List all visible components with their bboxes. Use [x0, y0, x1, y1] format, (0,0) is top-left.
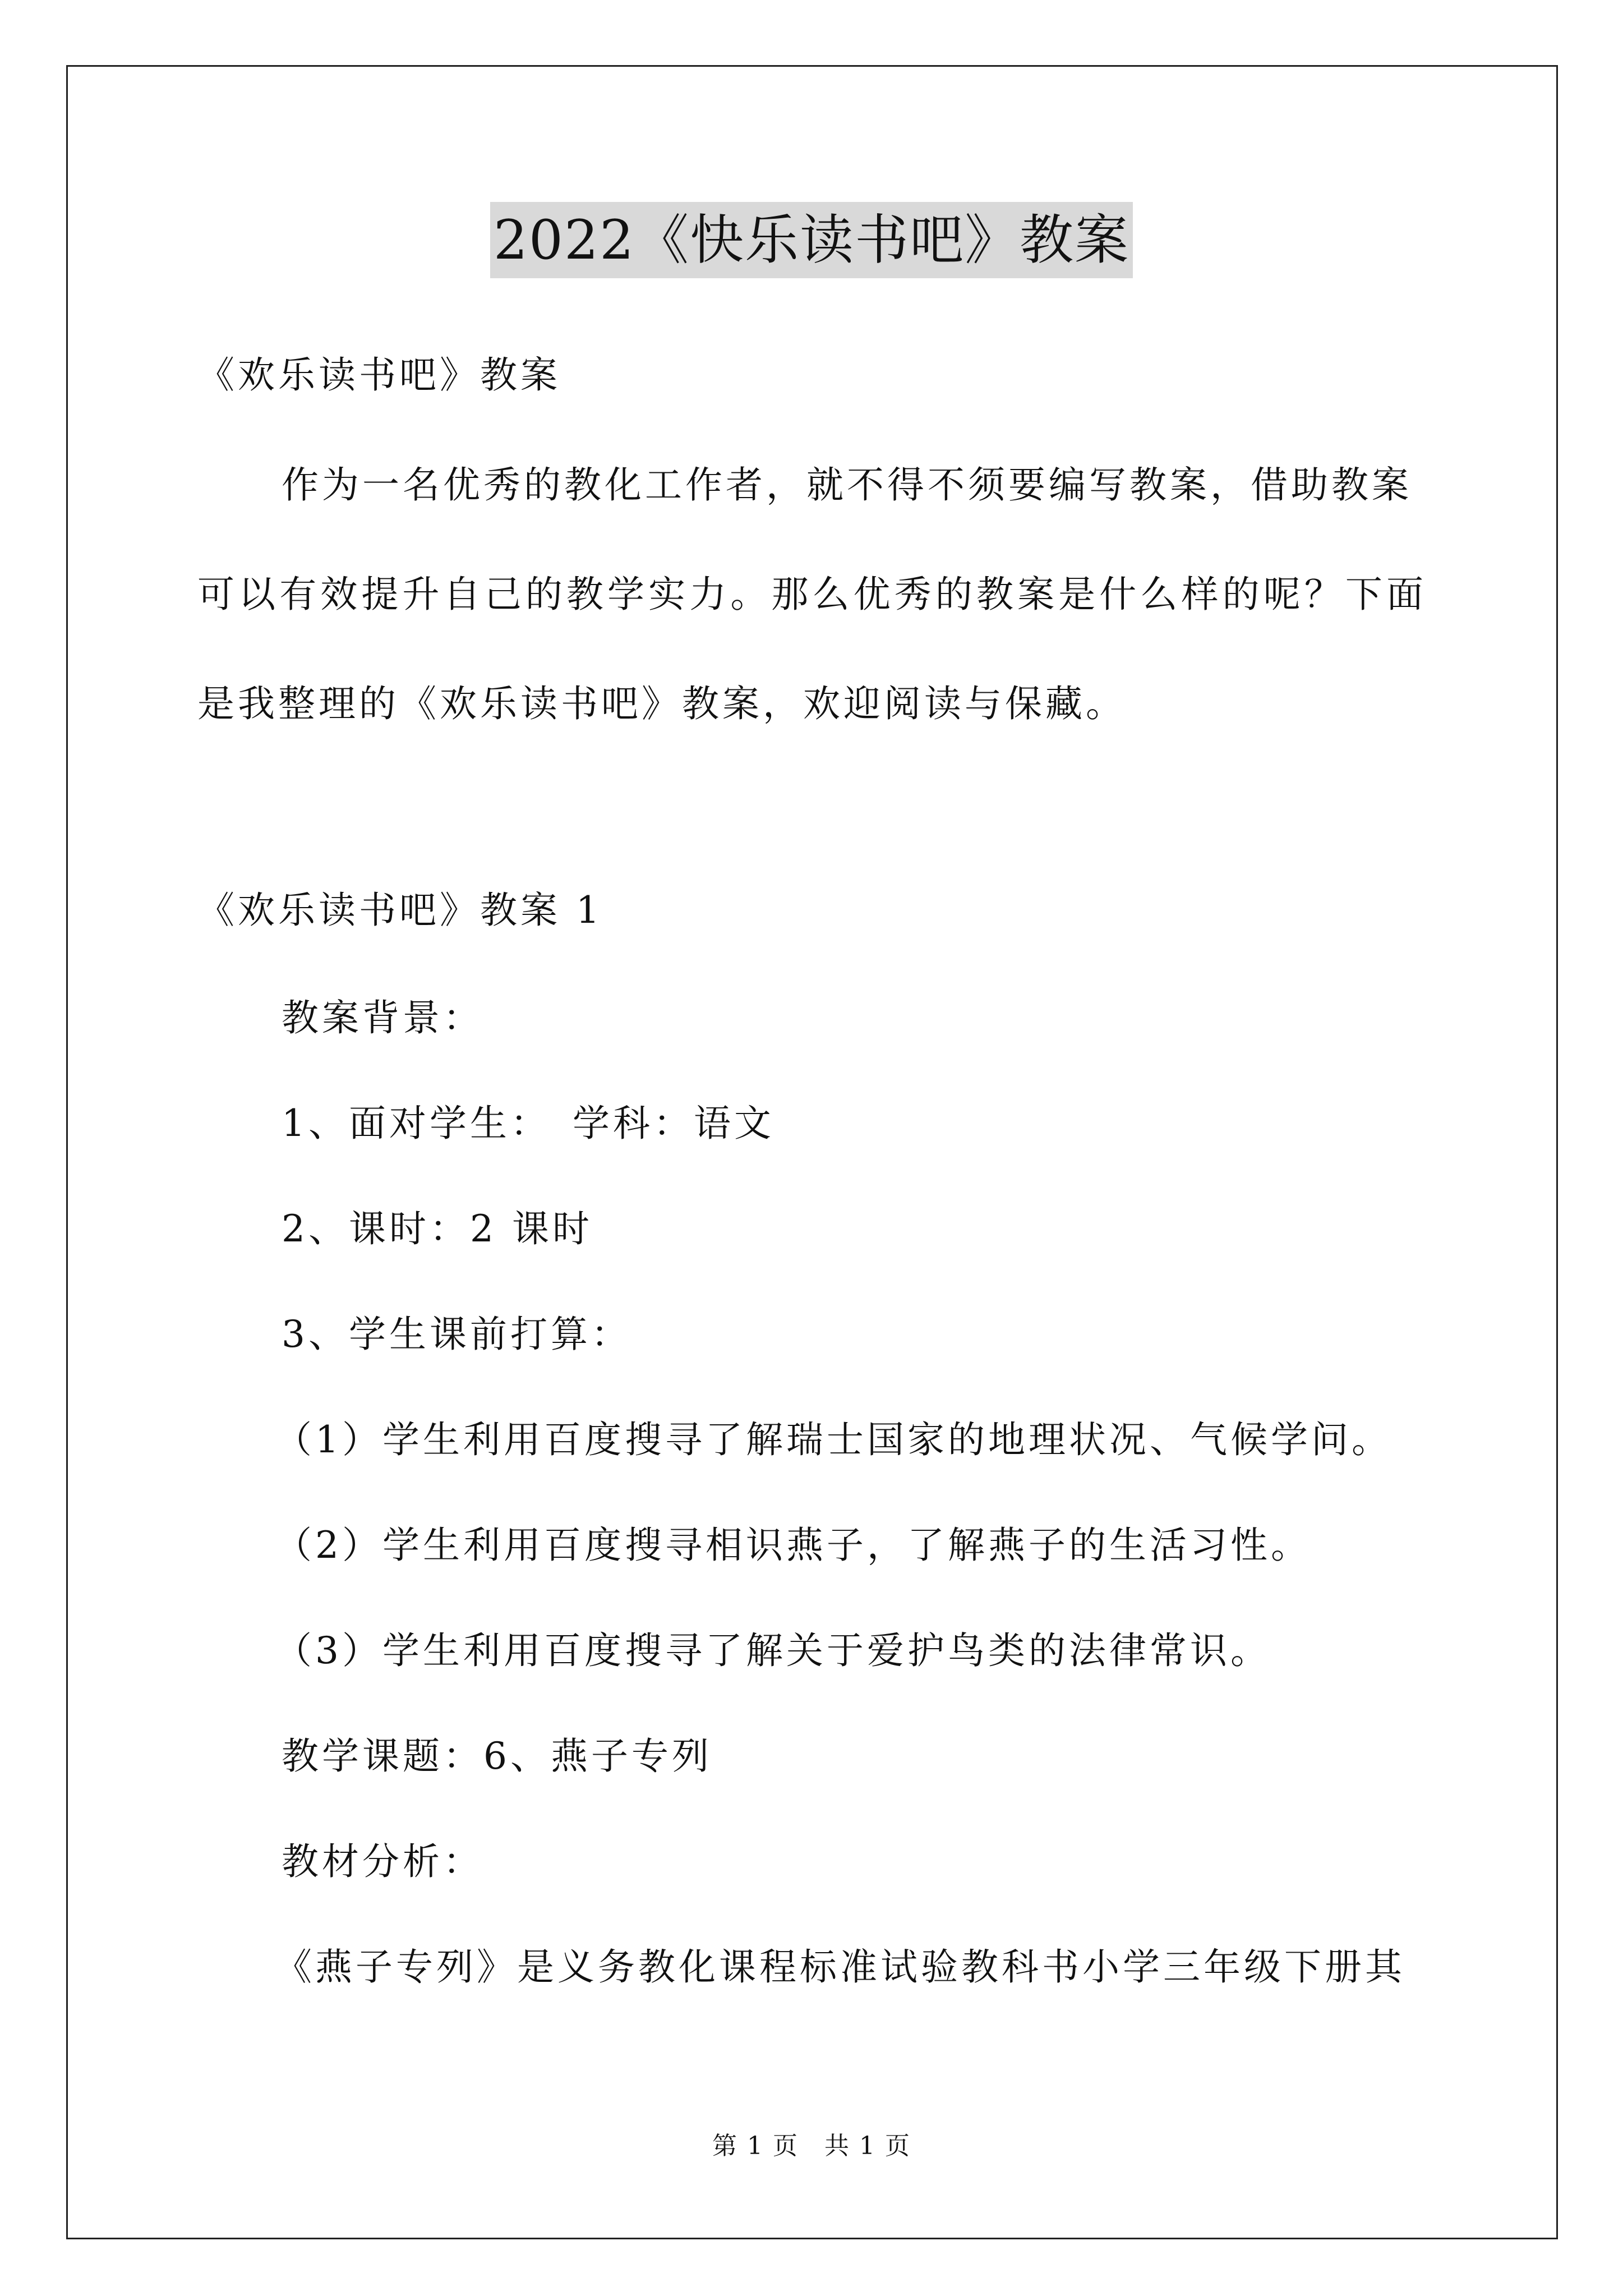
body-line: 教材分析： — [282, 1840, 483, 1883]
intro-line-2: 可以有效提升自己的教学实力。那么优秀的教案是什么样的呢？下面 — [197, 573, 1426, 616]
body-line: 教案背景： — [282, 996, 483, 1039]
intro-line-3: 是我整理的《欢乐读书吧》教案，欢迎阅读与保藏。 — [197, 682, 1126, 725]
document-subtitle: 《欢乐读书吧》教案 — [197, 353, 561, 397]
body-line: 1、面对学生： 学科：语文 — [282, 1102, 774, 1145]
body-line: 教学课题：6、燕子专列 — [282, 1734, 712, 1778]
page-footer: 第 1 页 共 1 页 — [712, 2132, 911, 2160]
intro-line-1: 作为一名优秀的教化工作者，就不得不须要编写教案，借助教案 — [282, 463, 1412, 507]
section-heading: 《欢乐读书吧》教案 1 — [197, 889, 603, 932]
body-line: 2、课时：2 课时 — [282, 1207, 593, 1250]
document-title: 2022《快乐读书吧》教案 — [490, 202, 1133, 278]
body-line: （1）学生利用百度搜寻了解瑞士国家的地理状况、气候学问。 — [275, 1418, 1392, 1461]
body-line: 3、学生课前打算： — [282, 1313, 631, 1356]
body-line: （2）学生利用百度搜寻相识燕子，了解燕子的生活习性。 — [275, 1524, 1311, 1567]
body-line: 《燕子专列》是义务教化课程标准试验教科书小学三年级下册其 — [275, 1945, 1405, 1989]
body-line: （3）学生利用百度搜寻了解关于爱护鸟类的法律常识。 — [275, 1629, 1271, 1672]
title-block — [0, 202, 1623, 278]
